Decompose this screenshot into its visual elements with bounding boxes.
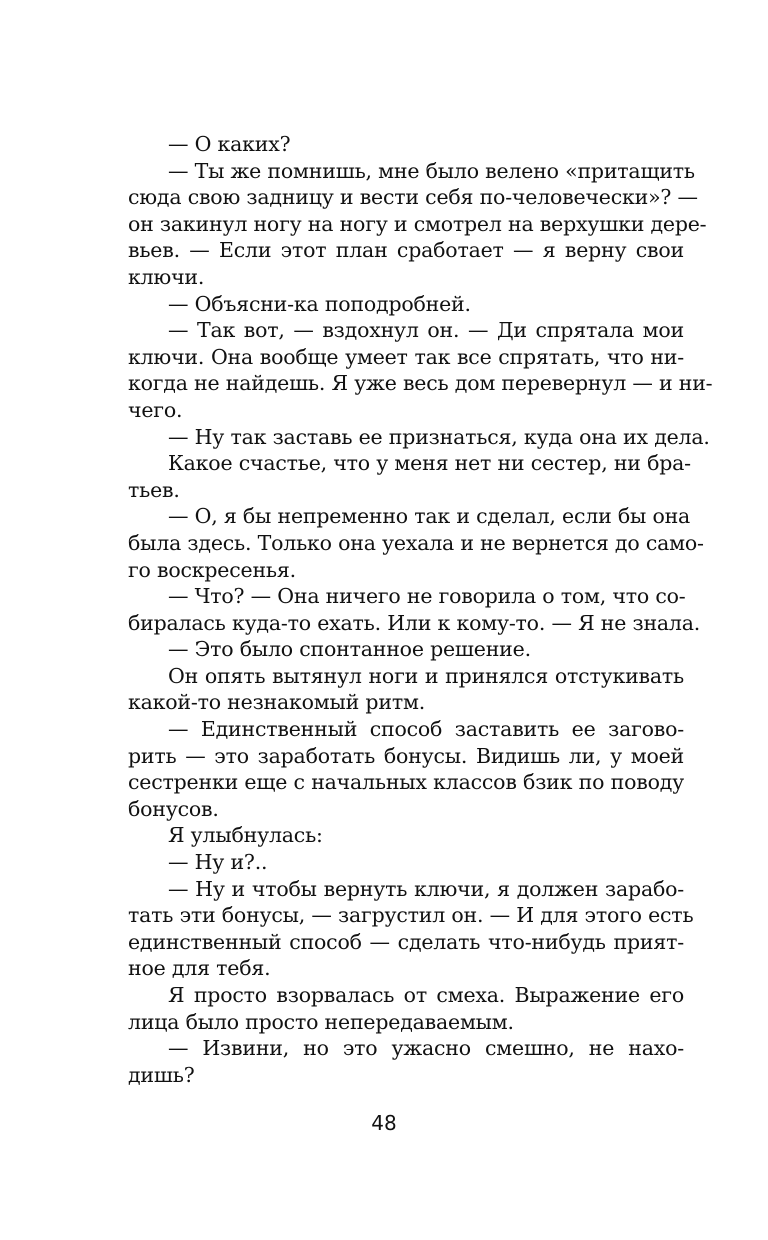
text-line: единственный способ — сделать что-нибудь прият- [128, 929, 684, 954]
text-line: какой-то незнакомый ритм. [128, 690, 426, 715]
text-line: — О каких? [168, 132, 291, 156]
text-line: Я улыбнулась: [168, 823, 323, 848]
text-line: сюда свою задницу и вести себя по-человечески»? — [128, 185, 698, 210]
text-line: тьев. [128, 477, 180, 502]
text-line: — Что? — Она ничего не говорила о том, что со- [168, 584, 686, 609]
text-line: вьев. — Если этот план сработает — я верну свои [128, 238, 684, 263]
text-line: — Ну и?.. [168, 850, 268, 875]
page-number: 48 [371, 1111, 397, 1135]
body-text [128, 131, 713, 1088]
text-line: была здесь. Только она уехала и не вернется до само- [128, 530, 704, 555]
text-line: лица было просто непередаваемым. [128, 1009, 514, 1034]
text-line: — Единственный способ заставить ее загово- [168, 717, 684, 742]
text-line: сестренки еще с начальных классов бзик по поводу [128, 770, 684, 795]
text-line: бонусов. [128, 796, 219, 821]
text-line: когда не найдешь. Я уже весь дом перевернул — и ни- [128, 371, 713, 396]
text-line: — Ну так заставь ее признаться, куда она их дела. [168, 424, 710, 449]
text-line: — Ты же помнишь, мне было велено «притащить [168, 158, 695, 183]
text-line: — О, я бы непременно так и сделал, если бы она [168, 504, 691, 529]
text-line: Какое счастье, что у меня нет ни сестер, ни бра- [168, 451, 691, 476]
text-line: рить — это заработать бонусы. Видишь ли, у моей [128, 743, 684, 768]
text-line: он закинул ногу на ногу и смотрел на верхушки дере- [128, 211, 707, 236]
text-line: дишь? [128, 1062, 195, 1087]
text-line: ное для тебя. [128, 956, 271, 981]
text-line: Он опять вытянул ноги и принялся отстукивать [168, 663, 684, 688]
text-line: го воскресенья. [128, 557, 296, 582]
text-line: — Извини, но это ужасно смешно, не нахо- [168, 1036, 684, 1061]
text-line: — Ну и чтобы вернуть ключи, я должен зарабо- [168, 876, 684, 901]
text-line: — Это было спонтанное решение. [168, 637, 531, 662]
text-line: — Так вот, — вздохнул он. — Ди спрятала мои [168, 318, 684, 343]
text-line: Я просто взорвалась от смеха. Выражение его [168, 983, 684, 1007]
text-line: тать эти бонусы, — загрустил он. — И для этого есть [128, 903, 694, 928]
text-line: — Объясни-ка поподробней. [168, 291, 471, 316]
text-line: ключи. Она вообще умеет так все спрятать, что ни- [128, 344, 684, 369]
text-line: ключи. [128, 264, 205, 289]
text-line: чего. [128, 397, 183, 422]
text-line: биралась куда-то ехать. Или к кому-то. — Я не знала. [128, 610, 701, 635]
